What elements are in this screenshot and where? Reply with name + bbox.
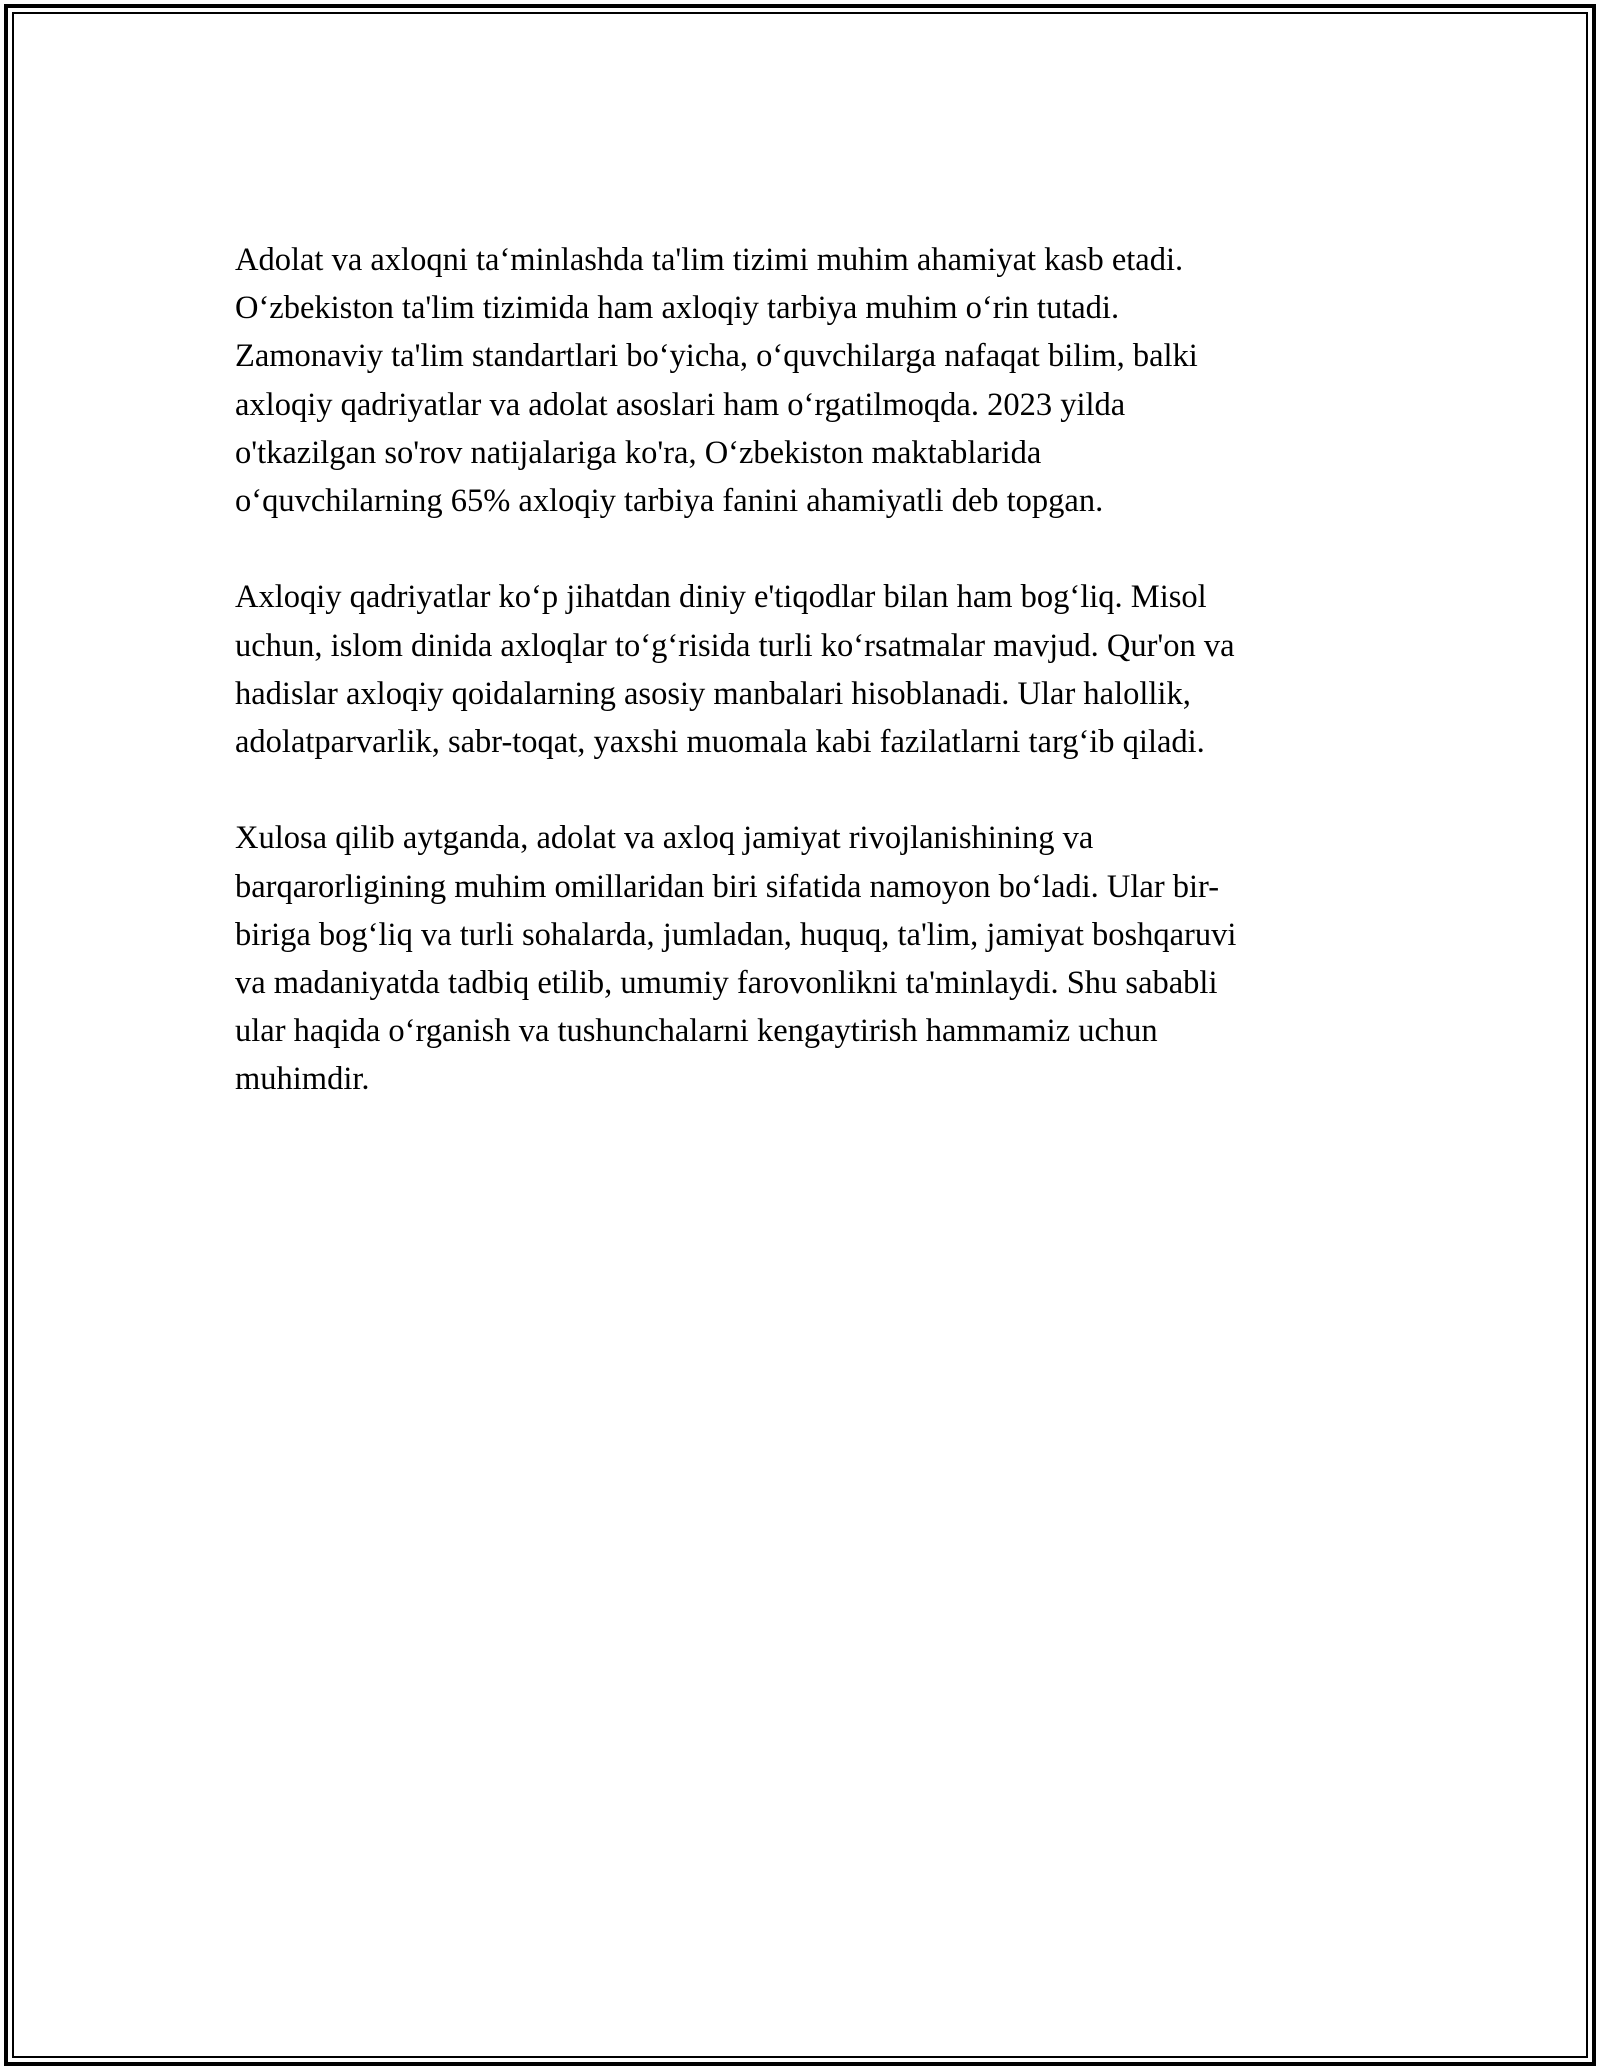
paragraph-line: uchun, islom dinida axloqlar to‘g‘risida turli ko‘rsatmalar mavjud. Qur'on va	[235, 627, 1235, 664]
paragraph-line: hadislar axloqiy qoidalarning asosiy manbalari hisoblanadi. Ular halollik,	[235, 675, 1191, 712]
paragraph-line: Zamonaviy ta'lim standartlari bo‘yicha, o‘quvchilarga nafaqat bilim, balki	[235, 338, 1198, 375]
paragraph-line: ular haqida o‘rganish va tushunchalarni kengaytirish hammamiz uchun	[235, 1013, 1158, 1050]
paragraph-line: o‘quvchilarning 65% axloqiy tarbiya fanini ahamiyatli deb topgan.	[235, 483, 1104, 520]
paragraph-1	[235, 236, 1370, 525]
paragraph-3	[235, 814, 1370, 1103]
paragraph-line: o'tkazilgan so'rov natijalariga ko'ra, O‘zbekiston maktablarida	[235, 434, 1042, 471]
paragraph-line: barqarorligining muhim omillaridan biri sifatida namoyon bo‘ladi. Ular bir-	[235, 868, 1220, 905]
paragraph-line: Xulosa qilib aytganda, adolat va axloq jamiyat rivojlanishining va	[235, 820, 1094, 857]
paragraph-2	[235, 573, 1370, 766]
paragraph-line: biriga bog‘liq va turli sohalarda, jumladan, huquq, ta'lim, jamiyat boshqaruvi	[235, 916, 1237, 953]
paragraph-line: va madaniyatda tadbiq etilib, umumiy farovonlikni ta'minlaydi. Shu sababli	[235, 965, 1218, 1002]
paragraph-line: adolatparvarlik, sabr-toqat, yaxshi muomala kabi fazilatlarni targ‘ib qiladi.	[235, 724, 1205, 761]
paragraph-line: muhimdir.	[235, 1061, 370, 1098]
paragraph-line: axloqiy qadriyatlar va adolat asoslari ham o‘rgatilmoqda. 2023 yilda	[235, 386, 1126, 423]
document-body	[235, 236, 1370, 1152]
paragraph-line: O‘zbekiston ta'lim tizimida ham axloqiy tarbiya muhim o‘rin tutadi.	[235, 290, 1120, 327]
paragraph-line: Axloqiy qadriyatlar ko‘p jihatdan diniy e'tiqodlar bilan ham bog‘liq. Misol	[235, 579, 1207, 616]
paragraph-line: Adolat va axloqni ta‘minlashda ta'lim tizimi muhim ahamiyat kasb etadi.	[235, 242, 1184, 278]
